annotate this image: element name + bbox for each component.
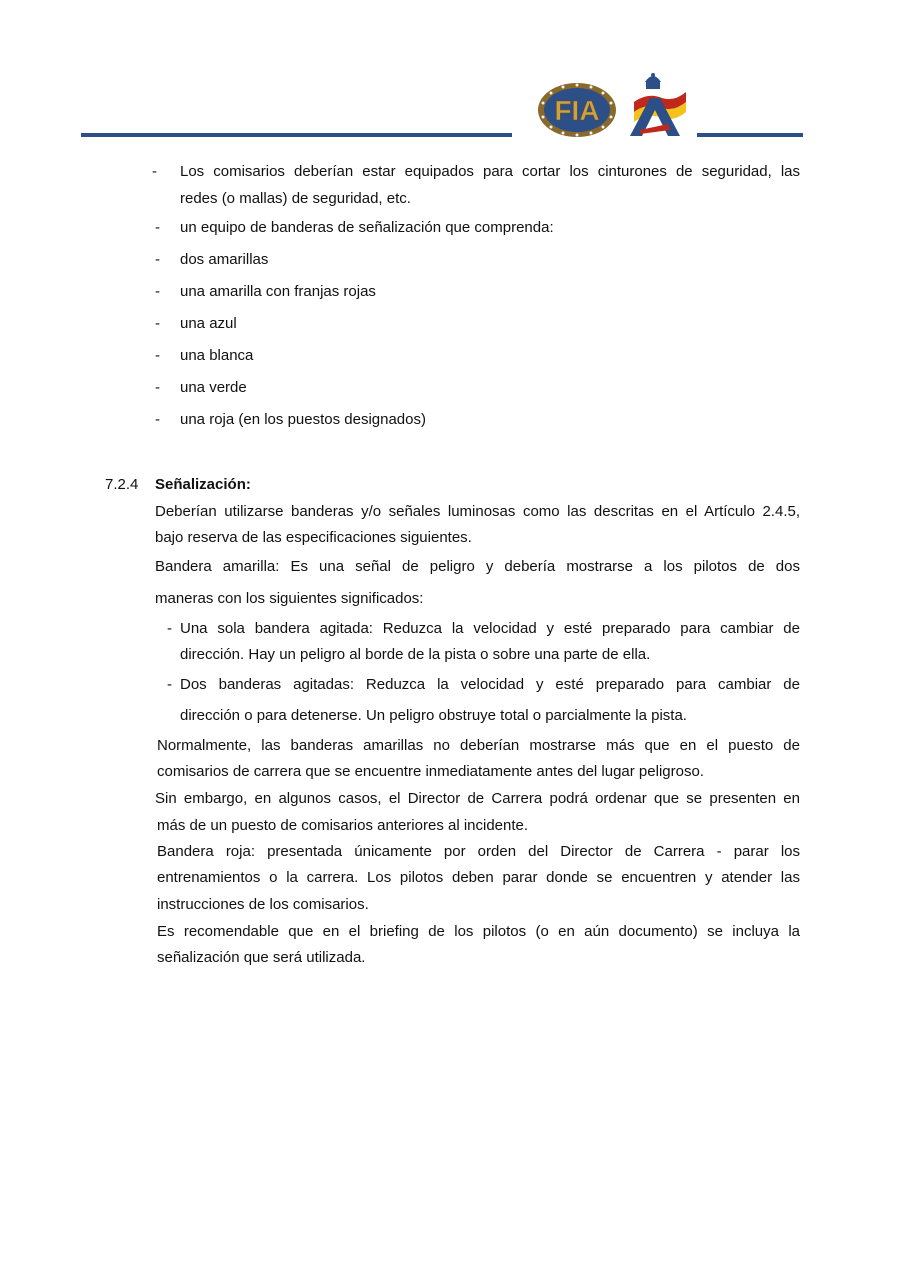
however-paragraph-line: Sin embargo, en algunos casos, el Director de Carrera podrá ordenar que se presenten en [155,790,800,807]
list-item: una azul [180,315,237,332]
normally-paragraph-line: comisarios de carrera que se encuentre inmediatamente antes del lugar peligroso. [157,763,704,780]
list-marker: - [155,315,160,332]
list-marker: - [155,379,160,396]
red-flag-paragraph-line: entrenamientos o la carrera. Los pilotos deben parar donde se encuentren y atender las [157,869,800,886]
fia-logo [537,82,617,138]
header-rule-right [697,133,803,137]
list-marker: - [155,411,160,428]
sub-list-marker: - [167,620,172,637]
header-rule-left [81,133,512,137]
list-item: una blanca [180,347,254,364]
however-paragraph-line: más de un puesto de comisarios anteriores al incidente. [157,817,529,834]
sub-list-item: Una sola bandera agitada: Reduzca la velocidad y esté preparado para cambiar de [180,620,800,637]
sub-list-item: Dos banderas agitadas: Reduzca la velocidad y esté preparado para cambiar de [180,676,800,693]
list-marker: - [155,347,160,364]
rfeda-logo [626,72,688,138]
yellow-flag-paragraph-line: Bandera amarilla: Es una señal de peligro y debería mostrarse a los pilotos de dos [155,558,800,575]
red-flag-paragraph-line: Bandera roja: presentada únicamente por orden del Director de Carrera - parar los [157,843,800,860]
list-marker: - [155,283,160,300]
briefing-paragraph-line: señalización que será utilizada. [157,949,366,966]
section-number: 7.2.4 [105,476,139,493]
sub-list-marker: - [167,676,172,693]
svg-text:FIA: FIA [554,95,600,126]
list-item: un equipo de banderas de señalización que comprenda: [180,219,554,236]
briefing-paragraph-line: Es recomendable que en el briefing de los pilotos (o en aún documento) se incluya la [157,923,800,940]
list-marker: - [155,251,160,268]
list-item: una roja (en los puestos designados) [180,411,426,428]
list-marker: - [155,219,160,236]
list-item-continuation: redes (o mallas) de seguridad, etc. [180,190,411,207]
intro-paragraph-line: bajo reserva de las especificaciones siguientes. [155,529,472,546]
list-item: Los comisarios deberían estar equipados para cortar los cinturones de seguridad, las [180,163,800,180]
sub-list-item-continuation: dirección o para detenerse. Un peligro obstruye total o parcialmente la pista. [180,707,687,724]
list-item: una amarilla con franjas rojas [180,283,376,300]
list-item: dos amarillas [180,251,269,268]
sub-list-item-continuation: dirección. Hay un peligro al borde de la pista o sobre una parte de ella. [180,646,651,663]
red-flag-paragraph-line: instrucciones de los comisarios. [157,896,369,913]
section-title: Señalización: [155,476,251,493]
list-item: una verde [180,379,247,396]
yellow-flag-paragraph-line: maneras con los siguientes significados: [155,590,424,607]
intro-paragraph-line: Deberían utilizarse banderas y/o señales luminosas como las descritas en el Artículo 2.4.5, [155,503,800,520]
list-marker: - [152,163,157,180]
normally-paragraph-line: Normalmente, las banderas amarillas no deberían mostrarse más que en el puesto de [157,737,800,754]
